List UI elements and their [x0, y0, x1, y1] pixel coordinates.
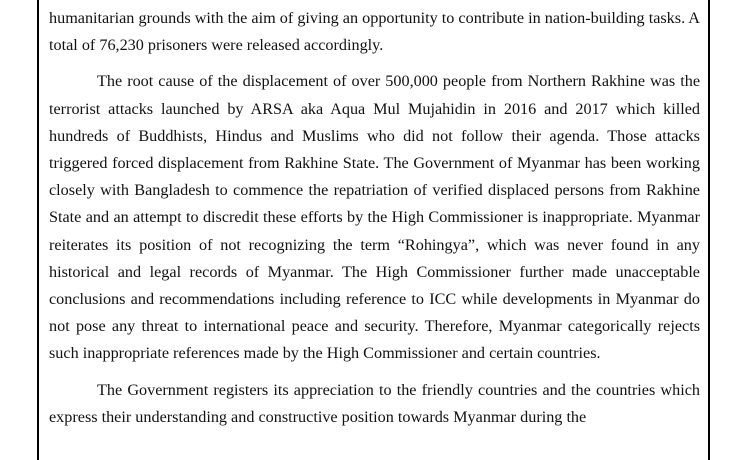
paragraph-1: humanitarian grounds with the aim of giving an opportunity to contribute in nation-building tasks. A total of 76,230 prisoners were released accordingly.: [49, 9, 700, 55]
document-body: [49, 5, 700, 440]
paragraph-3: The Government registers its appreciation to the friendly countries and the countries which express their understanding and constructive position towards Myanmar during the: [49, 380, 700, 426]
paragraph-2: The root cause of the displacement of over 500,000 people from Northern Rakhine was the terrorist attacks launched by ARSA aka Aqua Mul Mujahidin in 2016 and 2017 which killed hundreds of Buddhists, Hindus and Muslims who did not follow their agenda. Those attacks triggered forced displacement from Rakhine State. The Government of Myanmar has been working closely with Bangladesh to commence the repatriation of verified displaced persons from Rakhine State and an attempt to discredit these efforts by the High Commissioner is inappropriate. Myanmar reiterates its position of not recognizing the term “Rohingya”, which was never found in any historical and legal records of Myanmar. The High Commissioner further made unacceptable conclusions and recommendations including reference to ICC while developments in Myanmar do not pose any threat to international peace and security. Therefore, Myanmar categorically rejects such inappropriate references made by the High Commissioner and certain countries.: [49, 72, 700, 363]
document-page: [37, 0, 710, 460]
